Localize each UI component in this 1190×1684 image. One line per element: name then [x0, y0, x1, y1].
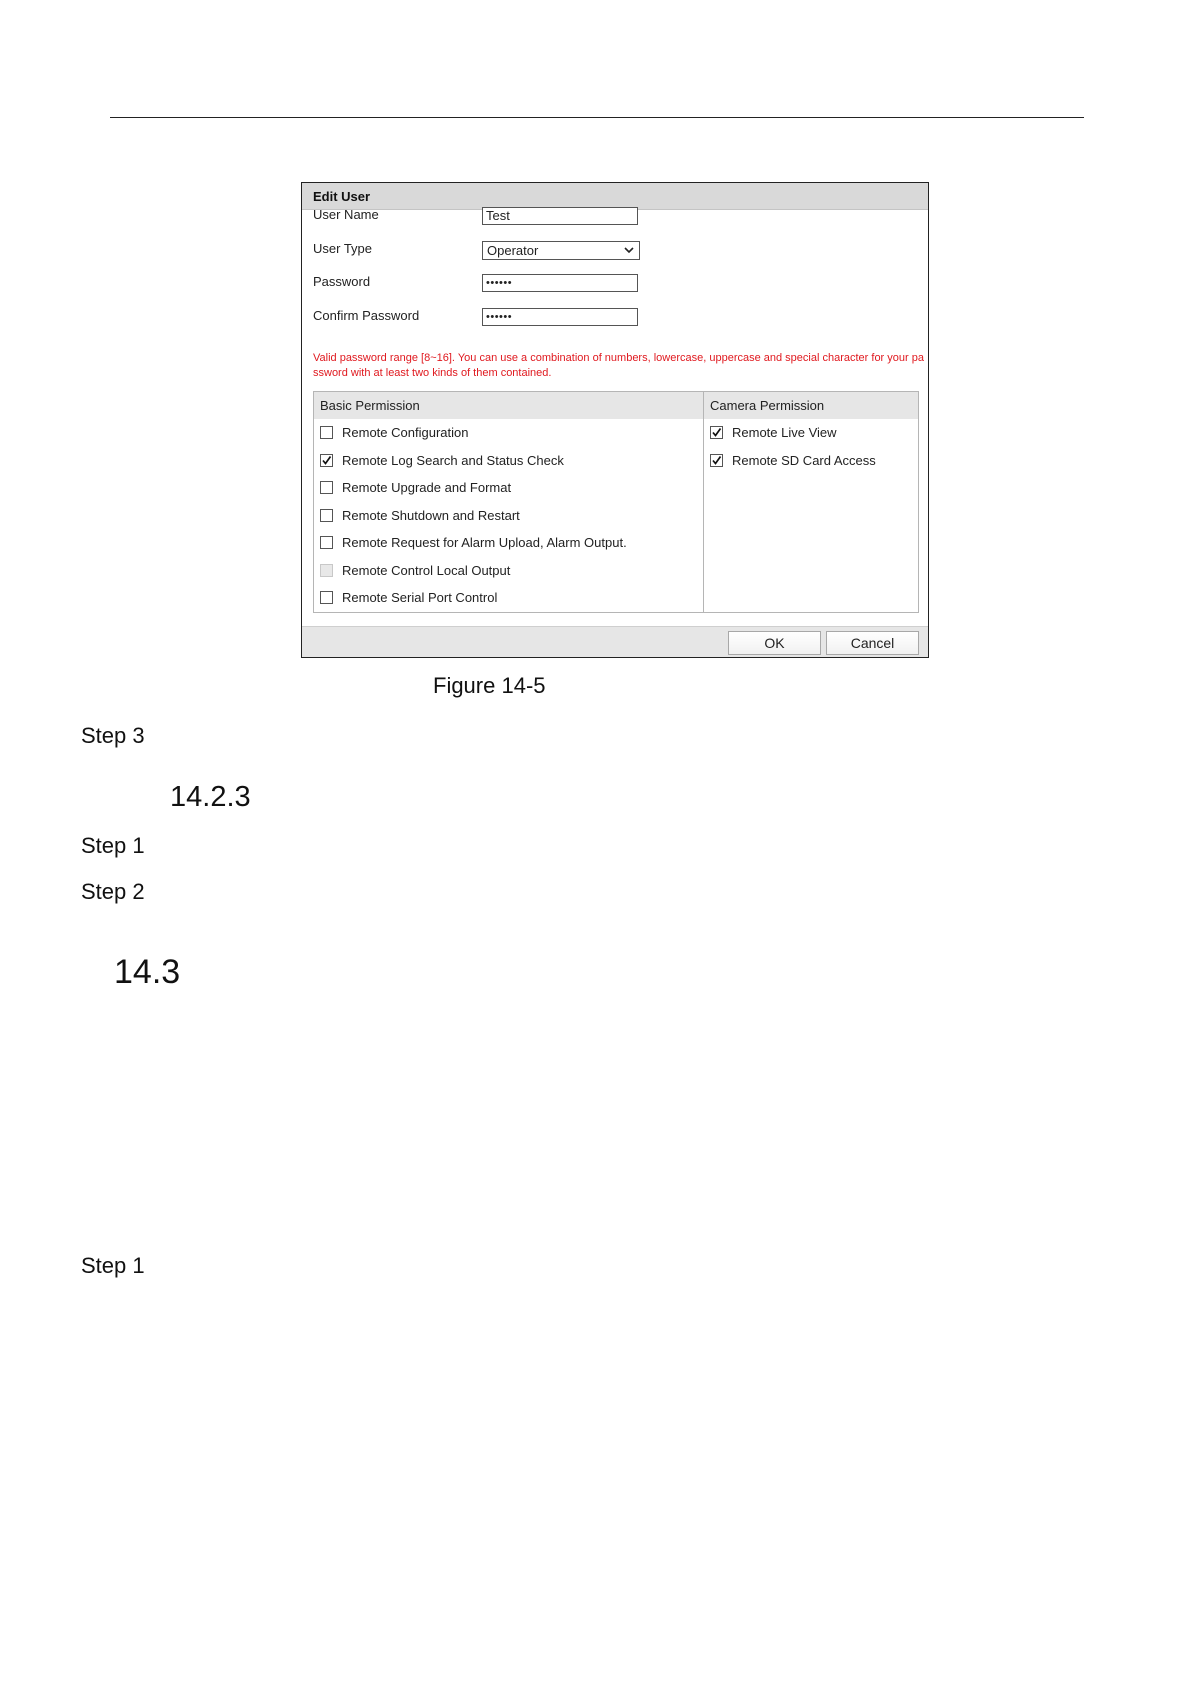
checkmark-icon: [711, 455, 722, 466]
basic-permission-item: [314, 529, 627, 557]
basic-permission-header: Basic Permission: [314, 392, 703, 419]
checkbox-checked[interactable]: [320, 454, 333, 467]
basic-permission-label: Remote Upgrade and Format: [342, 480, 512, 495]
checkbox[interactable]: [320, 481, 333, 494]
user-name-label: User Name: [313, 207, 379, 222]
camera-permission-label: Remote SD Card Access: [732, 452, 876, 468]
camera-permission-header: Camera Permission: [704, 392, 918, 419]
confirm-password-input[interactable]: ••••••: [482, 308, 638, 326]
camera-permission-item: [704, 447, 876, 475]
checkbox: [320, 564, 333, 577]
user-type-selected-value: Operator: [487, 243, 539, 258]
step-label: Step 3: [81, 723, 145, 748]
user-name-input[interactable]: Test: [482, 207, 638, 225]
checkbox-checked[interactable]: [710, 454, 723, 467]
basic-permission-label: Remote Control Local Output: [342, 562, 511, 578]
basic-permission-list: [314, 419, 627, 612]
password-label: Password: [313, 274, 371, 289]
chevron-down-icon: [624, 245, 634, 255]
checkbox-checked[interactable]: [710, 426, 723, 439]
user-type-select[interactable]: [482, 241, 640, 260]
step-label: Step 1: [81, 1253, 145, 1278]
basic-permission-label: Remote Configuration: [342, 425, 469, 440]
user-type-label: User Type: [313, 241, 373, 256]
basic-permission-item: [314, 557, 627, 585]
basic-permission-label: Remote Log Search and Status Check: [342, 452, 564, 468]
dialog-title: Edit User: [302, 183, 928, 210]
step-label: Step 2: [81, 879, 145, 904]
basic-permission-label: Remote Request for Alarm Upload, Alarm Output.: [342, 535, 627, 550]
cancel-button[interactable]: Cancel: [826, 631, 919, 655]
section-heading-14-2-3: 14.2.3: [170, 781, 251, 813]
figure-caption: Figure 14-5: [433, 673, 546, 698]
confirm-password-label: Confirm Password: [313, 308, 420, 323]
basic-permission-item: [314, 447, 627, 475]
basic-permission-column: [314, 392, 704, 612]
basic-permission-item: [314, 419, 627, 447]
edit-user-dialog: [301, 182, 929, 658]
camera-permission-label: Remote Live View: [732, 425, 837, 440]
basic-permission-item: [314, 502, 627, 530]
checkmark-icon: [711, 427, 722, 438]
password-hint: Valid password range [8~16]. You can use a combination of numbers, lowercase, uppercase and special character for your password with at least two kinds of them contained.: [313, 352, 924, 379]
section-heading-14-3: 14.3: [114, 953, 181, 991]
checkbox[interactable]: [320, 426, 333, 439]
checkbox[interactable]: [320, 509, 333, 522]
permission-panel: [313, 391, 919, 613]
dialog-footer: [302, 626, 928, 657]
basic-permission-item: [314, 584, 627, 612]
password-input[interactable]: ••••••: [482, 274, 638, 292]
camera-permission-item: [704, 419, 876, 447]
basic-permission-item: [314, 474, 627, 502]
checkmark-icon: [321, 455, 332, 466]
camera-permission-column: [704, 392, 918, 612]
step-label: Step 1: [81, 833, 145, 858]
page-header-rule: [110, 117, 1084, 118]
ok-button[interactable]: OK: [728, 631, 821, 655]
checkbox[interactable]: [320, 536, 333, 549]
basic-permission-label: Remote Serial Port Control: [342, 590, 498, 605]
checkbox[interactable]: [320, 591, 333, 604]
basic-permission-label: Remote Shutdown and Restart: [342, 507, 520, 523]
camera-permission-list: [704, 419, 876, 474]
